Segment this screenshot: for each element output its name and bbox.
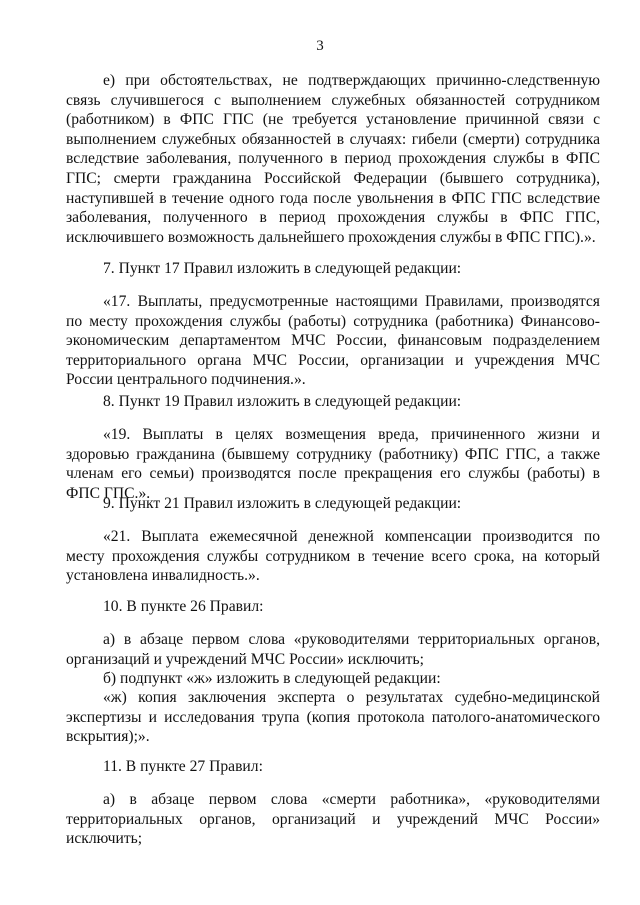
- heading-item-10: 10. В пункте 26 Правил:: [103, 598, 264, 615]
- paragraph-point-26-b: б) подпункт «ж» изложить в следующей редакции:: [103, 670, 441, 687]
- heading-item-7: 7. Пункт 17 Правил изложить в следующей редакции:: [103, 260, 462, 277]
- paragraph-subitem-e: е) при обстоятельствах, не подтверждающих причинно-следственную связь случившегося с выполнением служебных обязанностей сотрудником (работником) в ФПС ГПС (не требуется установление причинной связи с выполнением служебных обязанностей в случаях: гибели (смерти) сотрудника вследствие заболевания, полученного в период прохождения службы в ФПС ГПС; смерти гражданина Российской Федерации (бывшего сотрудника), наступившей в течение одного года после увольнения в ФПС ГПС вследствие заболевания, полученного в период прохождения службы в ФПС ГПС, исключившего возможность дальнейшего прохождения службы в ФПС ГПС).».: [66, 72, 600, 246]
- heading-item-8: 8. Пункт 19 Правил изложить в следующей редакции:: [103, 393, 462, 410]
- paragraph-point-27-a: а) в абзаце первом слова «смерти работника», «руководителями территориальных органов, организаций и учреждений МЧС России» исключить;: [66, 791, 600, 848]
- paragraph-point-19: «19. Выплаты в целях возмещения вреда, причиненного жизни и здоровью гражданина (бывшему сотруднику (работнику) ФПС ГПС, а также членам его семьи) производятся после прекращения его службы (работы) в ФПС ГПС.».: [66, 426, 600, 502]
- heading-item-11: 11. В пункте 27 Правил:: [103, 758, 263, 775]
- paragraph-point-17: «17. Выплаты, предусмотренные настоящими Правилами, производятся по месту прохождения службы (работы) сотрудника (работника) Финансово-экономическим департаментом МЧС России, финансовым подразделением территориального органа МЧС России, организации и учреждения МЧС России центрального подчинения.».: [66, 293, 600, 389]
- paragraph-point-21: «21. Выплата ежемесячной денежной компенсации производится по месту прохождения службы сотрудником в течение всего срока, на который установлена инвалидность.».: [66, 528, 600, 585]
- page-number: 3: [316, 38, 324, 54]
- paragraph-point-26-a: а) в абзаце первом слова «руководителями территориальных органов, организаций и учреждений МЧС России» исключить;: [66, 631, 600, 668]
- heading-item-9: 9. Пункт 21 Правил изложить в следующей редакции:: [103, 495, 462, 512]
- paragraph-point-26-zh: «ж) копия заключения эксперта о результатах судебно-медицинской экспертизы и исследования трупа (копия протокола патолого-анатомического вскрытия);».: [66, 689, 600, 746]
